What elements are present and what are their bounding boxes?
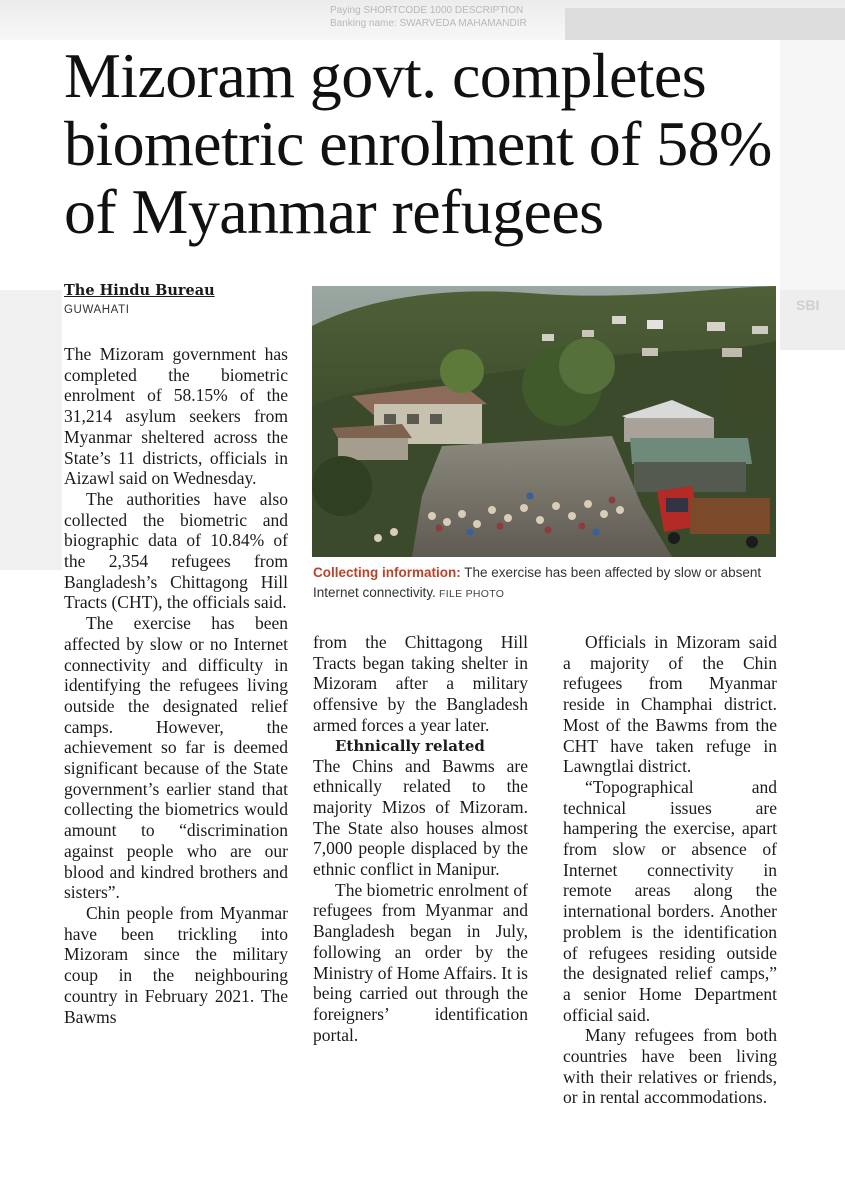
article-headline: Mizoram govt. completes biometric enrolment of 58% of Myanmar refugees — [64, 40, 772, 247]
paragraph: Officials in Mizoram said a majority of the Chin refugees from Myanmar reside in Champhai district. Most of the Bawms from the CHT have taken refuge in Lawngtlai district. — [563, 632, 777, 777]
ghost-text-line1: Paying SHORTCODE 1000 DESCRIPTION — [330, 5, 524, 16]
article-column-3 — [563, 632, 777, 1108]
photo-credit: FILE PHOTO — [435, 588, 505, 600]
photo-village-gathering — [312, 286, 776, 557]
paragraph: The authorities have also collected the biometric and biographic data of 10.84% of the 2,354 refugees from Bangladesh’s Chittagong Hill Tracts (CHT), the officials said. — [64, 488, 288, 613]
caption-text: The exercise has been affected by slow or absent Internet connectivity. — [313, 565, 762, 600]
article-dateline: GUWAHATI — [64, 304, 130, 316]
paragraph: “Topographical and technical issues are hampering the exercise, apart from slow or absence of Internet connectivity in remote areas along the international borders. Another problem is the identification of refugees residing outside the designated relief camps,” a senior Home Department official said. — [563, 776, 777, 1025]
paragraph: The exercise has been affected by slow or no Internet connectivity and difficulty in identifying the refugees living outside the designated relief camps. However, the achievement so far is deemed significant because of the State government’s earlier stand that collecting the biometrics would amount to “discrimination against people who are our blood and kindred brothers and sisters”. — [64, 613, 288, 903]
section-subhead: Ethnically related — [335, 736, 485, 755]
paragraph: The biometric enrolment of refugees from Myanmar and Bangladesh began in July, following an order by the Ministry of Home Affairs. It is being carried out through the foreigners’ identification portal. — [313, 879, 528, 1045]
photo-caption — [313, 563, 777, 604]
article-column-1 — [64, 344, 288, 1027]
ghost-text-line2: Banking name: SWARVEDA MAHAMANDIR — [330, 18, 527, 29]
sbi-logo-ghost: SBI — [796, 297, 820, 313]
article-column-2 — [313, 632, 528, 1045]
paragraph: Many refugees from both countries have been living with their relatives or friends, or in rental accommodations. — [563, 1025, 777, 1108]
paragraph: The Chins and Bawms are ethnically related to the majority Mizos of Mizoram. The State also houses almost 7,000 people displaced by the ethnic conflict in Manipur. — [313, 755, 528, 880]
caption-lead: Collecting information: — [313, 565, 461, 580]
article-photo — [312, 286, 776, 557]
article-byline: The Hindu Bureau — [64, 282, 215, 299]
paragraph: from the Chittagong Hill Tracts began taking shelter in Mizoram after a military offensive by the Bangladesh armed forces a year later. — [313, 632, 528, 735]
paragraph: The Mizoram government has completed the biometric enrolment of 58.15% of the 31,214 asylum seekers from Myanmar sheltered across the State’s 11 districts, officials in Aizawl said on Wednesday. — [64, 344, 288, 489]
paragraph: Chin people from Myanmar have been trickling into Mizoram since the military coup in the neighbouring country in February 2021. The Bawms — [64, 902, 288, 1027]
